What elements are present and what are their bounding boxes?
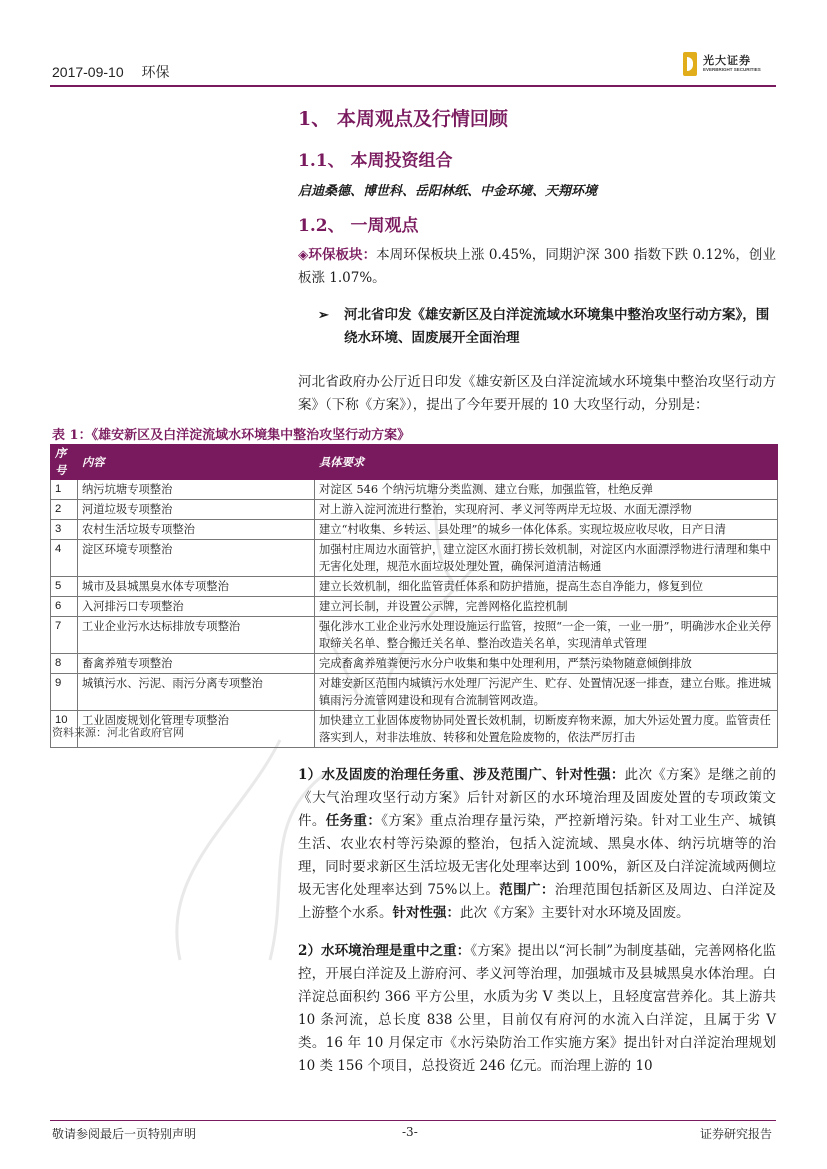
table-cell: 对雄安新区范围内城镇污水处理厂污泥产生、贮存、处置情况逐一排查，建立台账。推进城镇雨污分流管网建设和现有合流制管网改造。 [315,674,778,711]
table-cell: 畜禽养殖专项整治 [78,654,315,674]
table-row [51,540,778,577]
point1-key-1: 任务重： [325,813,382,829]
footer-report-type: 证券研究报告 [700,1127,773,1141]
brand-logo [683,52,779,78]
table-cell: 城市及县城黑臭水体专项整治 [78,577,315,597]
table-cell: 8 [51,654,78,674]
point1-text-2: 《方案》重点治理存量污染，严控新增污染。针对工业生产、城镇生活、农业农村等污染源的整治，包括入淀流域、黑臭水体、纳污坑塘等的治理，同时要求新区生活垃圾无害化处理率达到 100%，新区及白洋淀流域两侧垃圾无害化处理率达到 75%以上。 [298,813,777,898]
table-cell: 农村生活垃圾专项整治 [78,520,315,540]
table-row [51,674,778,711]
table-cell: 完成畜禽养殖粪便污水分户收集和集中处理利用，严禁污染物随意倾倒排放 [315,654,778,674]
table-row [51,520,778,540]
table-header-content: 内容 [78,445,315,480]
report-sector: 环保 [141,64,170,80]
table-cell: 入河排污口专项整治 [78,597,315,617]
table-source: 资料来源：河北省政府官网 [52,726,184,739]
section-title-1-1: 1.1、 本周投资组合 [298,151,453,171]
report-date: 2017-09-10 [52,64,124,80]
table-cell: 4 [51,540,78,577]
policy-intro-paragraph: 河北省政府办公厅近日印发《雄安新区及白洋淀流域水环境集中整治攻坚行动方案》（下称《方案》），提出了今年要开展的 10 大攻坚行动，分别是： [298,374,776,413]
env-sector-paragraph [298,244,776,290]
table-cell: 对淀区 546 个纳污坑塘分类监测、建立台账，加强监管，杜绝反弹 [315,480,778,500]
table-cell: 纳污坑塘专项整治 [78,480,315,500]
point1-lead: 1）水及固废的治理任务重、涉及范围广、针对性强： [298,767,625,783]
table-cell: 对上游入淀河流进行整治，实现府河、孝义河等两岸无垃圾、水面无漂浮物 [315,500,778,520]
point2-lead: 2）水环境治理是重中之重： [298,943,471,959]
point2-text-1: 《方案》提出以“河长制”为制度基础，完善网格化监控，开展白洋淀及上游府河、孝义河等治理，加强城市及县城黑臭水体治理。白洋淀总面积约 366 平方公里，水质为劣 V 类以上，且轻度富营养化。其上游共 10 条河流，总长度 838 公里，目前仅有府河的水流入白洋淀，且属于劣 V 类。16 年 10 月保定市《水污染防治工作实施方案》提出针对白洋淀治理规划 10 类 156 个项目，总投资近 246 亿元。而治理上游的 10 [298,943,776,1074]
section-title-1: 1、 本周观点及行情回顾 [298,108,508,130]
table-header-row [51,445,778,480]
point1-key-3: 针对性强： [392,905,460,921]
page-number: -3- [402,1125,418,1139]
table-cell: 2 [51,500,78,520]
env-sector-text: 本周环保板块上涨 0.45%，同期沪深 300 指数下跌 0.12%，创业板涨 1.07%。 [298,247,776,286]
section-title-1-2: 1.2、 一周观点 [298,216,419,236]
table-cell: 加快建立工业固体废物协同处置长效机制，切断废弃物来源，加大外运处置力度。监管责任落实到人，对非法堆放、转移和处置危险废物的，依法严厉打击 [315,711,778,748]
point1-text-1: 此次《方案》是继之前的《大气治理攻坚行动方案》后针对新区的水环境治理及固废处置的专项政策文件。 [298,767,776,829]
table-cell: 建立“村收集、乡转运、县处理”的城乡一体化体系。实现垃圾应收尽收，日产日清 [315,520,778,540]
header-meta [52,62,184,82]
policy-bullet-text: 河北省印发《雄安新区及白洋淀流域水环境集中整治攻坚行动方案》，围绕水环境、固废展开全面治理 [344,307,770,346]
table-cell: 加强村庄周边水面管护，建立淀区水面打捞长效机制，对淀区内水面漂浮物进行清理和集中无害化处理，规范水面垃圾处理处置，确保河道清洁畅通 [315,540,778,577]
env-sector-lead: ◈环保板块： [298,247,377,263]
table-cell: 6 [51,597,78,617]
header-divider [50,85,776,87]
analysis-point-1 [298,764,776,925]
policy-table [50,444,778,748]
table-cell: 10 [51,711,78,748]
table-cell: 1 [51,480,78,500]
table-cell: 河道垃圾专项整治 [78,500,315,520]
table-cell: 强化涉水工业企业污水处理设施运行监管，按照“一企一策，一业一册”，明确涉水企业关停取缔关名单、整合搬迁关名单、整治改造关名单，实现清单式管理 [315,617,778,654]
table-cell: 工业企业污水达标排放专项整治 [78,617,315,654]
point1-text-3: 治理范围包括新区及周边、白洋淀及上游整个水系。 [298,882,777,921]
table-cell: 淀区环境专项整治 [78,540,315,577]
table-header-requirement: 具体要求 [315,445,778,480]
table-cell: 5 [51,577,78,597]
table-cell: 3 [51,520,78,540]
portfolio-list: 启迪桑德、博世科、岳阳林纸、中金环境、天翔环境 [298,184,598,199]
footer-disclaimer: 敬请参阅最后一页特别声明 [52,1127,197,1141]
table-cell: 7 [51,617,78,654]
table-row [51,654,778,674]
logo-icon [683,52,697,76]
table-row [51,617,778,654]
arrow-bullet-icon: ➢ [318,308,329,323]
table-cell: 建立河长制，并设置公示牌，完善网格化监控机制 [315,597,778,617]
footer-divider [50,1120,776,1121]
table-row [51,597,778,617]
table-cell: 工业固废规划化管理专项整治 [78,711,315,748]
point1-text-4: 此次《方案》主要针对水环境及固废。 [460,905,690,921]
policy-bullet [318,304,776,350]
table-row [51,500,778,520]
analysis-point-2 [298,940,776,1078]
table-header-index: 序号 [51,445,78,480]
table-cell: 城镇污水、污泥、雨污分离专项整治 [78,674,315,711]
table-row [51,577,778,597]
table-title: 表 1：《雄安新区及白洋淀流域水环境集中整治攻坚行动方案》 [52,428,411,443]
table-cell: 建立长效机制，细化监管责任体系和防护措施，提高生态自净能力，修复到位 [315,577,778,597]
table-cell: 9 [51,674,78,711]
point1-key-2: 范围广： [499,882,555,898]
table-row [51,480,778,500]
logo-cn-text: 光大证券 [703,54,751,67]
logo-en-text: EVERBRIGHT SECURITIES [703,67,761,72]
